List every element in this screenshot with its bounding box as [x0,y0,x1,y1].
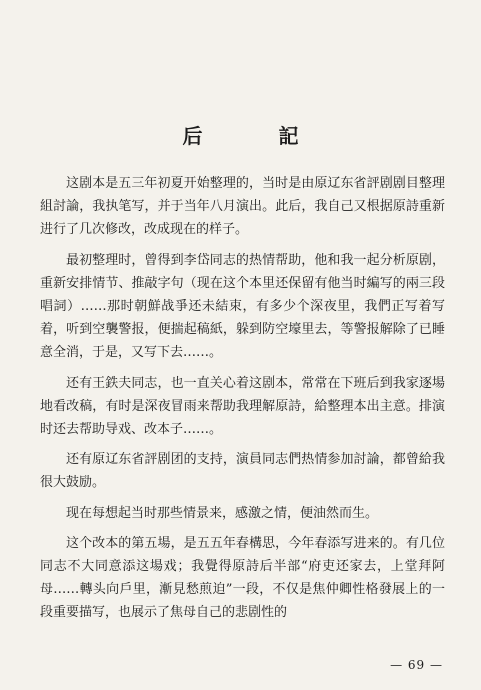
paragraph: 还有王鉄夫同志，也一直关心着这剧本，常常在下班后到我家逐場地看改稿，有时是深夜冒雨来帮助我理解原詩，給整理本出主意。排演时还去帮助导戏、改本子……。 [40,375,445,438]
paragraph: 这剧本是五三年初夏开始整理的，当时是由原辽东省評剧剧目整理組討論，我执笔写，并于当年八月演出。此后，我自己又根据原詩重新进行了几次修改，改成现在的样子。 [40,176,445,238]
paragraph: 还有原辽东省評剧团的支持，演員同志們热情参加討論，都曾給我很大鼓励。 [40,452,445,491]
paragraph: 现在每想起当时那些情景来，感激之情，便油然而生。 [66,505,379,521]
paragraph: 最初整理时，曾得到李岱同志的热情帮助，他和我一起分析原剧，重新安排情节、推敲字句（现在这个本里还保留有他当时編写的兩三段唱詞）……那时朝鮮战爭还未結束，有多少个深夜里，我們正写着写着，听到空襲警报，便揣起稿紙，躲到防空壕里去，等警报解除了已睡意全消，于是，又写下去……。 [40,252,445,361]
paragraph: 这个改本的第五場，是五五年春構思，今年春添写进来的。有几位同志不大同意添这場戏；我覺得原詩后半部“府吏还家去，上堂拜阿母……轉头向戶里，漸見愁煎迫”一段，不仅是焦仲卿性格發展上的一段重要描写，也展示了焦母自己的悲剧性的 [40,535,445,621]
page-number: — 69 — [390,658,443,672]
body-text [40,172,445,632]
page-title: 后 記 [182,124,327,148]
